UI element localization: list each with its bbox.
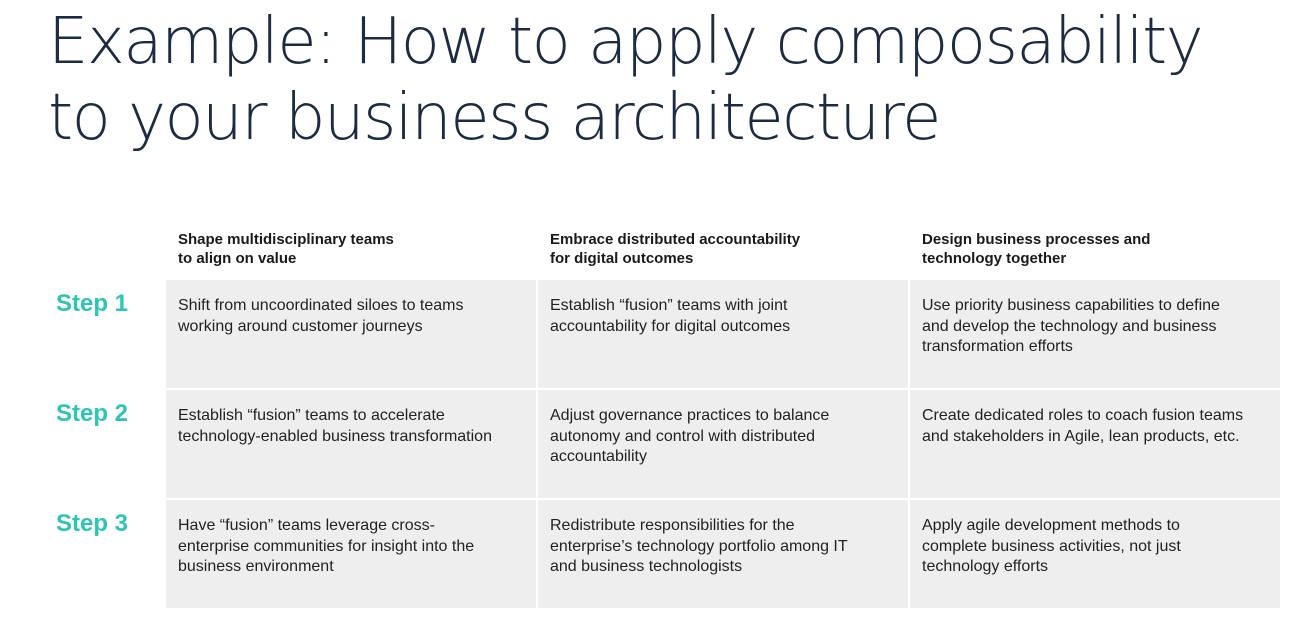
cell-line: enterprise communities for insight into the	[178, 537, 475, 555]
column-header-line: Embrace distributed accountability	[550, 231, 801, 248]
cell-line: Adjust governance practices to balance	[550, 407, 830, 424]
step-2-teams-cell	[166, 390, 536, 498]
page-title-line-1: Example: How to apply composability	[48, 5, 1203, 79]
cell-line: technology-enabled business transformation	[178, 427, 492, 445]
step-2-accountability-cell	[538, 390, 908, 498]
cell-line: Use priority business capabilities to define	[922, 297, 1220, 314]
column-header-line: to align on value	[178, 250, 297, 267]
cell-line: and develop the technology and business	[922, 317, 1217, 335]
page-title	[48, 4, 1288, 156]
step-1-accountability-cell	[538, 280, 908, 388]
cell-line: enterprise’s technology portfolio among IT	[550, 537, 848, 555]
cell-line: complete business activities, not just	[922, 537, 1181, 555]
cell-line: Shift from uncoordinated siloes to teams	[178, 297, 464, 314]
page-title-line-2: to your business architecture	[48, 81, 940, 155]
column-header-line: Design business processes and	[922, 231, 1151, 248]
steps-table	[48, 218, 1280, 608]
cell-line: Have “fusion” teams leverage cross-	[178, 517, 435, 534]
column-header-processes	[910, 218, 1280, 278]
step-3-teams-cell	[166, 500, 536, 608]
cell-line: autonomy and control with distributed	[550, 427, 816, 445]
cell-line: accountability	[550, 448, 647, 465]
corner-cell	[48, 218, 164, 278]
cell-line: Establish “fusion” teams to accelerate	[178, 407, 445, 424]
cell-line: and stakeholders in Agile, lean products, etc.	[922, 427, 1240, 445]
step-3-label: Step 3	[56, 510, 129, 537]
step-2-processes-cell	[910, 390, 1280, 498]
column-header-line: Shape multidisciplinary teams	[178, 231, 394, 248]
cell-line: Redistribute responsibilities for the	[550, 517, 795, 534]
cell-line: Apply agile development methods to	[922, 517, 1180, 534]
cell-line: Create dedicated roles to coach fusion teams	[922, 407, 1244, 424]
step-3-accountability-cell	[538, 500, 908, 608]
step-1-processes-cell	[910, 280, 1280, 388]
step-1-teams-cell	[166, 280, 536, 388]
cell-line: business environment	[178, 558, 334, 575]
cell-line: working around customer journeys	[178, 317, 423, 335]
step-1-label: Step 1	[56, 290, 129, 317]
step-2-label: Step 2	[56, 400, 129, 427]
column-header-line: technology together	[922, 250, 1067, 267]
step-3-processes-cell	[910, 500, 1280, 608]
cell-line: accountability for digital outcomes	[550, 317, 791, 335]
cell-line: and business technologists	[550, 558, 743, 575]
column-header-line: for digital outcomes	[550, 250, 694, 267]
cell-line: technology efforts	[922, 558, 1049, 575]
column-header-accountability	[538, 218, 908, 278]
cell-line: transformation efforts	[922, 338, 1073, 355]
cell-line: Establish “fusion” teams with joint	[550, 297, 788, 314]
column-header-teams	[166, 218, 536, 278]
